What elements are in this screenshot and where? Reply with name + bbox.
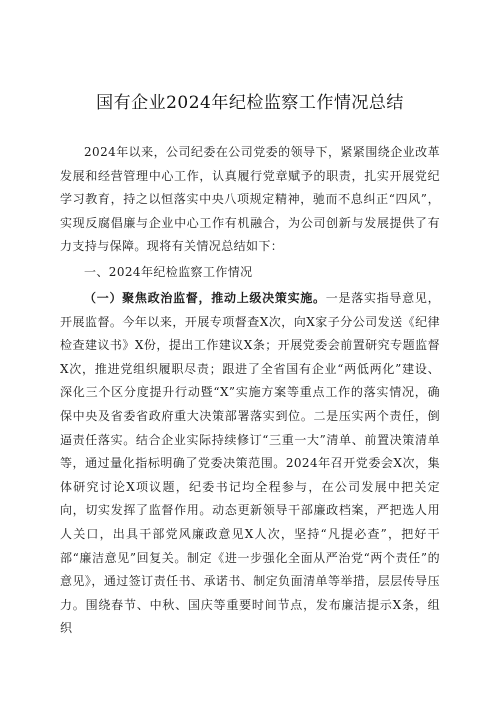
subsection1-body: 一是落实指导意见，开展监督。今年以来，开展专项督查X次，向X家子分公司发送《纪律检查建议书》X份，提出工作建议X条；开展党委会前置研究专题监督X次，推进党组织履职尽责；跟进了全省国有企业“两低两化”建设、深化三个区分度提升行动暨“X”实施方案等重点工作的落实情况，确保中央及省委省政府重大决策部署落实到位。二是压实两个责任，倒逼责任落实。结合企业实际持续修订“三重一大”清单、前置决策清单等，通过量化指标明确了党委决策范围。2024年召开党委会X次，集体研究讨论X项议题，纪委书记均全程参与，在公司发展中把关定向，切实发挥了监督作用。动态更新领导干部廉政档案，严把选人用人关口，出具干部党风廉政意见X人次，坚持“凡提必查”，把好干部“廉洁意见”回复关。制定《进一步强化全面从严治党“两个责任”的意见》，通过签订责任书、承诺书、制定负面清单等举措，层层传导压力。围绕春节、中秋、国庆等重要时间节点，发布廉洁提示X条，组织 bbox=[60, 291, 440, 636]
section1-heading: 一、2024年纪检监察工作情况 bbox=[84, 265, 253, 279]
document-title: 国有企业2024年纪检监察工作情况总结 bbox=[96, 93, 404, 113]
intro-paragraph: 2024年以来，公司纪委在公司党委的领导下，紧紧围绕企业改革发展和经营管理中心工作，认真履行党章赋予的职责，扎实开展党纪学习教育，持之以恒落实中央八项规定精神，驰而不息纠正“四风”，实现反腐倡廉与企业中心工作有机融合，为公司创新与发展提供了有力支持与保障。现将有关情况总结如下： bbox=[60, 145, 440, 254]
intro-block bbox=[60, 141, 440, 259]
subsection-block bbox=[60, 287, 440, 641]
section-heading-block bbox=[60, 261, 440, 285]
subsection1-paragraph bbox=[60, 287, 440, 641]
subsection1-lead: （一）聚焦政治监督，推动上级决策实施。 bbox=[84, 291, 326, 305]
